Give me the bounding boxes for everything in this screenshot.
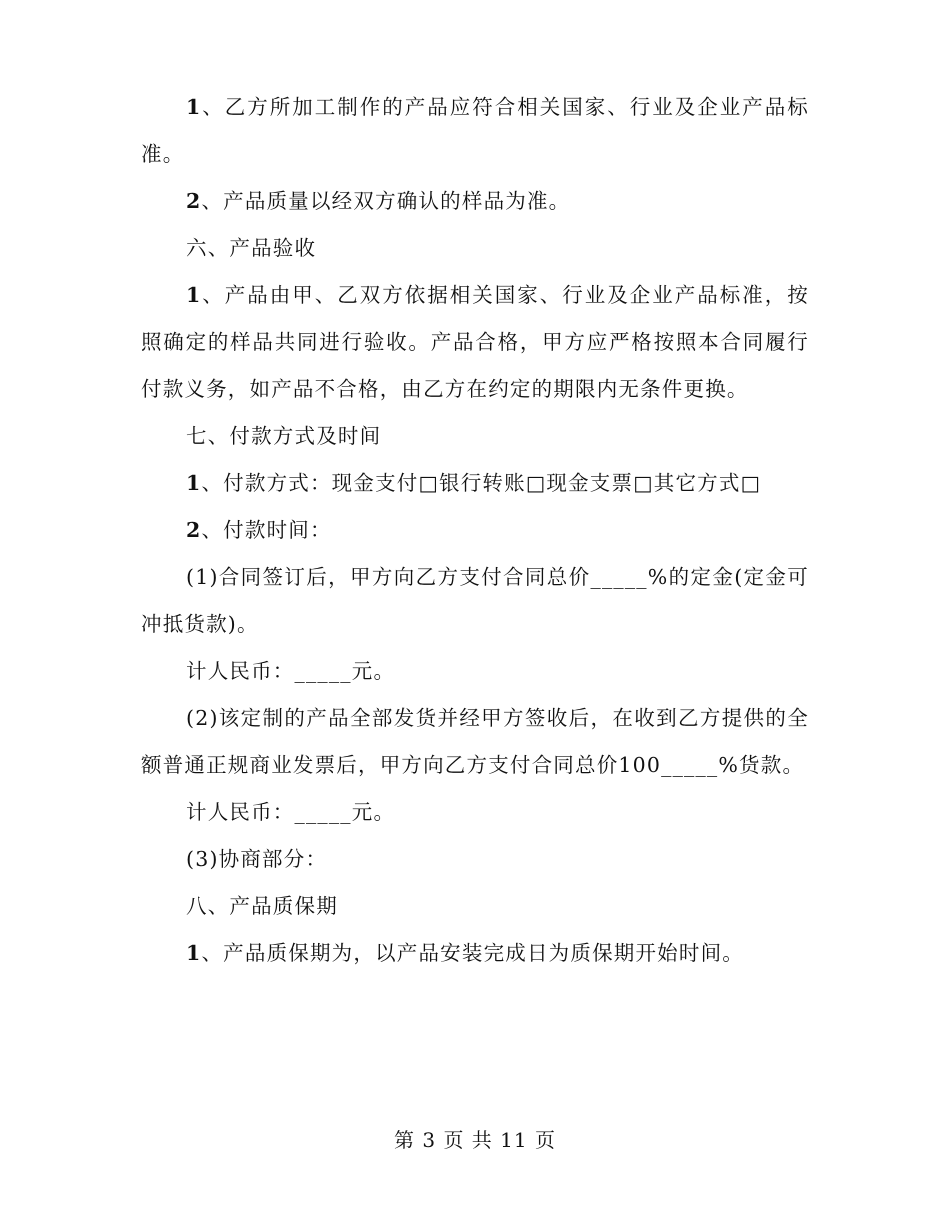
- item-number: 1: [186, 95, 202, 119]
- paragraph-acceptance: [141, 272, 809, 413]
- paragraph-text: (1)合同签订后，甲方向乙方支付合同总价_____%的定金(定金可冲抵货款)。: [141, 565, 809, 636]
- paragraph-deposit: [141, 554, 809, 648]
- heading-text: 八、产品质保期: [186, 894, 338, 918]
- paragraph-text: 、产品质量以经双方确认的样品为准。: [201, 189, 571, 213]
- section-heading-payment: [141, 413, 809, 460]
- paragraph-text: 计人民币：_____元。: [186, 659, 396, 683]
- paragraph-quality-sample: [141, 178, 809, 225]
- section-heading-acceptance: [141, 225, 809, 272]
- paragraph-quality-standard: [141, 84, 809, 178]
- paragraph-payment-time: [141, 507, 809, 554]
- page-number-footer: 第 3 页 共 11 页: [394, 1128, 556, 1152]
- document-body: [141, 84, 809, 977]
- item-number: 1: [186, 283, 202, 307]
- paragraph-text: 、付款时间：: [201, 518, 332, 542]
- paragraph-text: 、付款方式：现金支付□银行转账□现金支票□其它方式□: [201, 471, 762, 495]
- paragraph-text: (3)协商部分：: [186, 847, 328, 871]
- paragraph-text: (2)该定制的产品全部发货并经甲方签收后，在收到乙方提供的全额普通正规商业发票后，甲方向乙方支付合同总价100_____%货款。: [141, 706, 809, 777]
- paragraph-balance-amount: [141, 789, 809, 836]
- paragraph-payment-method: [141, 460, 809, 507]
- section-heading-warranty: [141, 883, 809, 930]
- item-number: 2: [186, 518, 202, 542]
- paragraph-warranty: [141, 930, 809, 977]
- item-number: 1: [186, 471, 202, 495]
- paragraph-text: 计人民币：_____元。: [186, 800, 396, 824]
- paragraph-text: 、产品由甲、乙双方依据相关国家、行业及企业产品标准，按照确定的样品共同进行验收。产品合格，甲方应严格按照本合同履行付款义务，如产品不合格，由乙方在约定的期限内无条件更换。: [141, 283, 809, 401]
- paragraph-deposit-amount: [141, 648, 809, 695]
- item-number: 1: [186, 941, 202, 965]
- heading-text: 六、产品验收: [186, 236, 317, 260]
- paragraph-text: 、产品质保期为，以产品安装完成日为质保期开始时间。: [201, 941, 744, 965]
- paragraph-text: 、乙方所加工制作的产品应符合相关国家、行业及企业产品标准。: [141, 95, 809, 166]
- item-number: 2: [186, 189, 202, 213]
- paragraph-negotiation: [141, 836, 809, 883]
- heading-text: 七、付款方式及时间: [186, 424, 382, 448]
- paragraph-balance-payment: [141, 695, 809, 789]
